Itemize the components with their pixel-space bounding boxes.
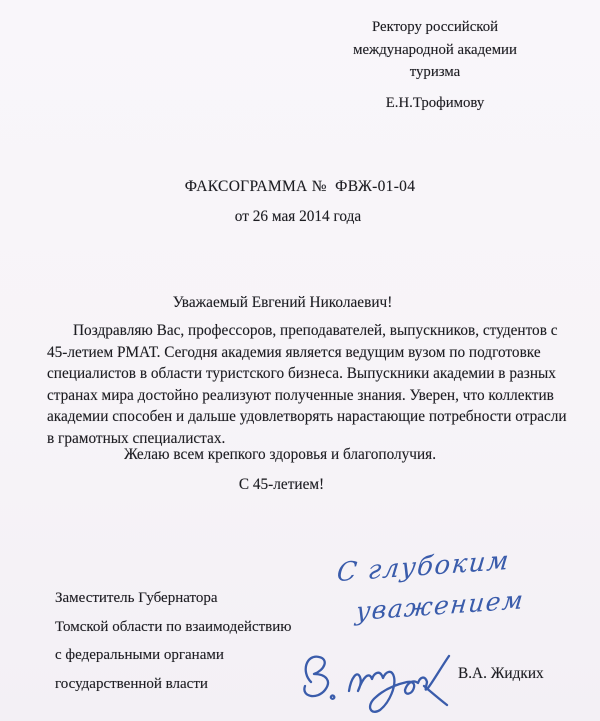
body-line: академии способен и дальше удовлетворять нарастающие потребности отрасли (47, 408, 567, 425)
document-date: от 26 мая 2014 года (234, 208, 362, 225)
body-line: Поздравляю Вас, профессоров, преподавателей, выпускников, студентов с (73, 322, 558, 339)
body-line: специалистов в области туристского бизнеса. Выпускники академии в разных (47, 365, 556, 382)
handwritten-note-line-1: С глубоким (335, 545, 512, 589)
body-line: 45-летием РМАТ. Сегодня академия является ведущим вузом по подготовке (47, 343, 541, 361)
position-line: Томской области по взаимодействию (55, 618, 292, 635)
recipient-line: международной академии (353, 41, 517, 58)
sender-name: В.А. Жидких (458, 665, 544, 682)
recipient-line: Ректору российской (371, 19, 499, 35)
recipient-name: Е.Н.Трофимову (385, 94, 485, 111)
handwritten-signature (294, 646, 466, 720)
position-line: с федеральными органами (55, 647, 224, 663)
body-paragraph (47, 320, 567, 449)
document-title: ФАКСОГРАММА № ФВЖ-01-04 (184, 178, 416, 195)
body-line: в грамотных специалистах. (47, 429, 226, 447)
position-line: государственной власти (55, 675, 208, 692)
body-line: странах мира достойно реализуют полученные знания. Уверен, что коллектив (47, 386, 554, 404)
salutation: Уважаемый Евгений Николаевич! (172, 294, 393, 311)
recipient-line: туризма (409, 64, 461, 80)
closing-line: С 45-летием! (238, 476, 325, 493)
signature-stroke (304, 656, 449, 712)
position-line: Заместитель Губернатора (55, 590, 218, 606)
handwritten-note-line-2: уважением (354, 585, 526, 627)
wish-line: Желаю всем крепкого здоровья и благополучия. (123, 446, 437, 463)
recipient-block (350, 16, 520, 114)
